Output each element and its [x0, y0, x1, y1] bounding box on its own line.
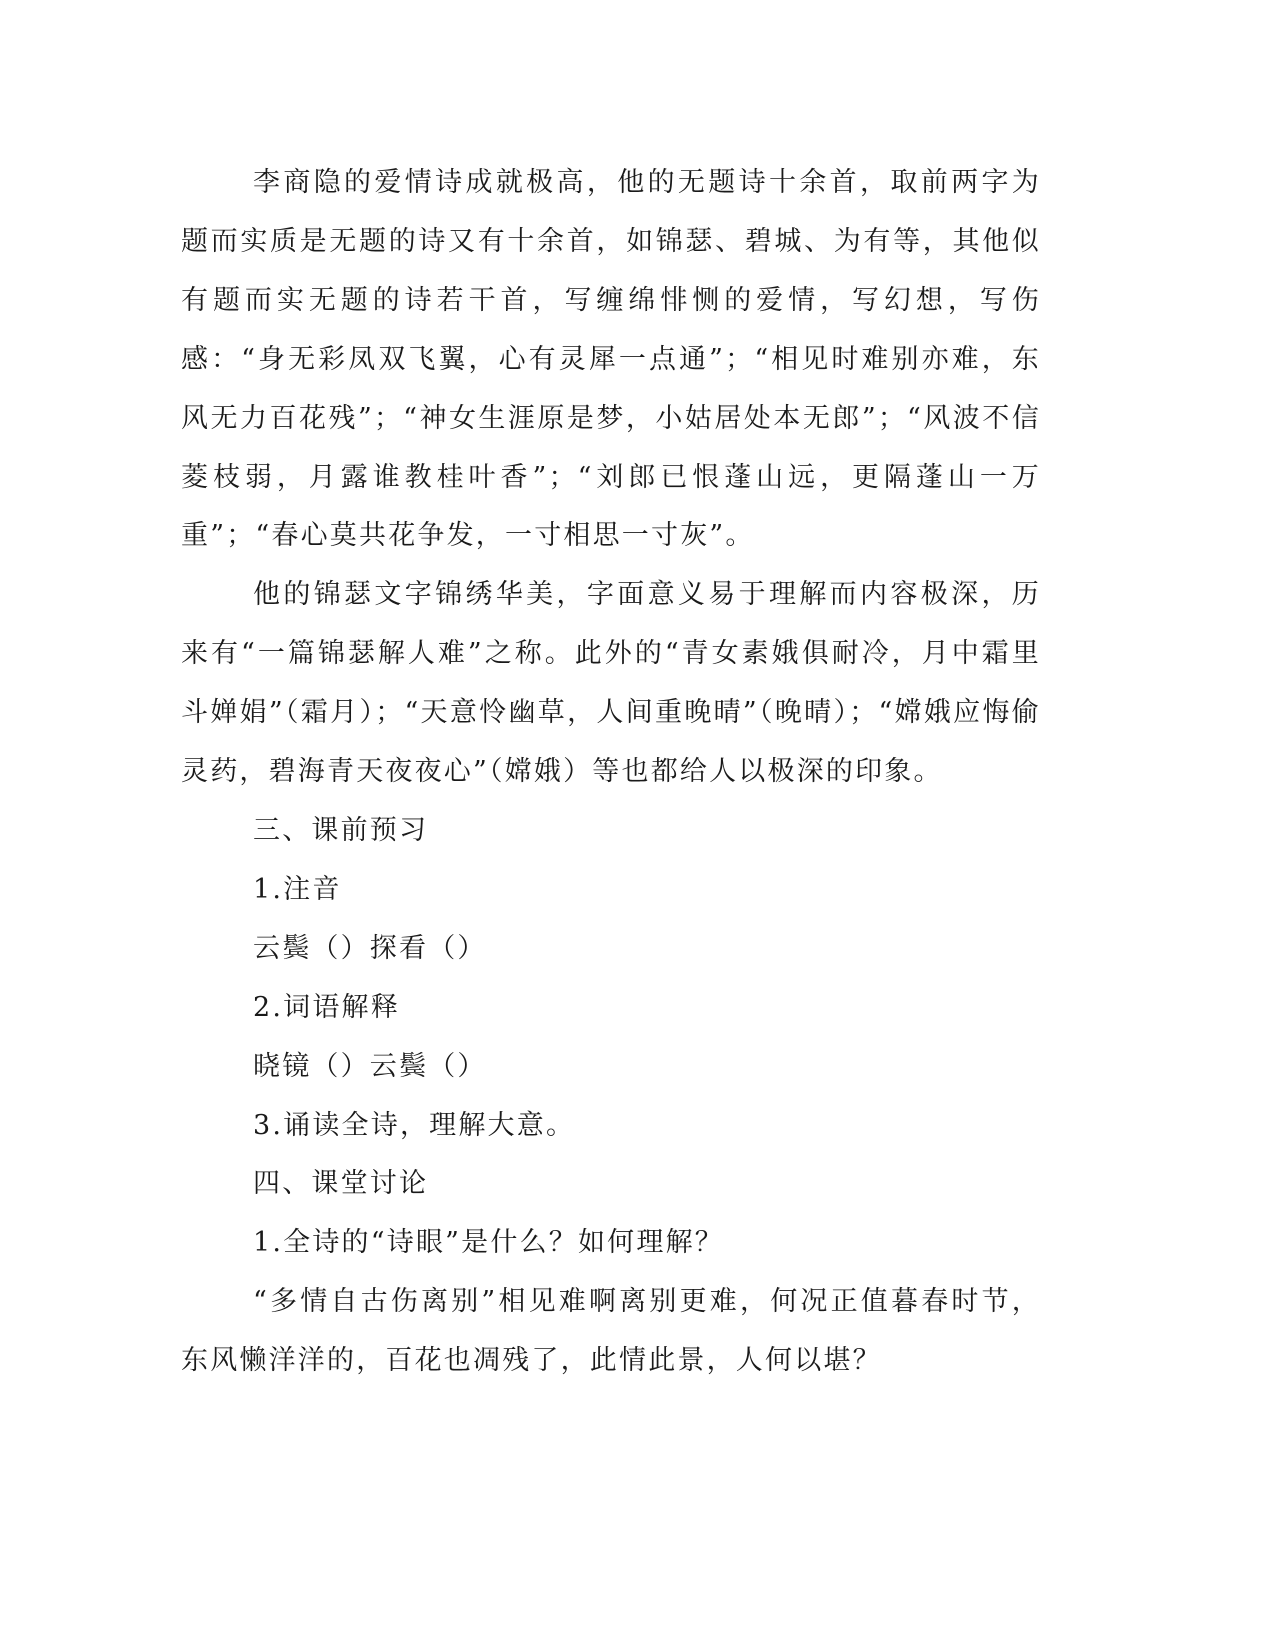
discussion-answer: “多情自古伤离别”相见难啊离别更难，何况正值暮春时节，东风懒洋洋的，百花也凋残了，此情此景，人何以堪？ [181, 1286, 1041, 1377]
preview-item-recitation: 3.诵读全诗，理解大意。 [253, 1109, 576, 1141]
preview-item-vocabulary-content: 晓镜（）云鬓（） [253, 1050, 487, 1082]
section-heading-preview: 三、课前预习 [253, 814, 429, 846]
preview-item-vocabulary: 2.词语解释 [253, 991, 400, 1023]
preview-item-pronunciation: 1.注音 [253, 873, 342, 905]
preview-item-pronunciation-content: 云鬓（）探看（） [253, 932, 487, 964]
paragraph-love-poems: 李商隐的爱情诗成就极高，他的无题诗十余首，取前两字为题而实质是无题的诗又有十余首，如锦瑟、碧城、为有等，其他似有题而实无题的诗若干首，写缠绵悱恻的爱情，写幻想，写伤感：“身无彩凤双飞翼，心有灵犀一点通”；“相见时难别亦难，东风无力百花残”；“神女生涯原是梦，小姑居处本无郎”；“风波不信菱枝弱，月露谁教桂叶香”；“刘郎已恨蓬山远，更隔蓬山一万重”；“春心莫共花争发，一寸相思一寸灰”。 [181, 167, 1041, 552]
paragraph-jinse: 他的锦瑟文字锦绣华美，字面意义易于理解而内容极深，历来有“一篇锦瑟解人难”之称。此外的“青女素娥俱耐冷，月中霜里斗婵娟”（霜月）；“天意怜幽草，人间重晚晴”（晚晴）；“嫦娥应悔偷灵药，碧海青天夜夜心”（嫦娥）等也都给人以极深的印象。 [181, 579, 1041, 788]
discussion-question: 1.全诗的“诗眼”是什么？如何理解？ [253, 1227, 724, 1259]
document-page [181, 154, 1041, 1391]
section-heading-discussion: 四、课堂讨论 [253, 1168, 429, 1200]
